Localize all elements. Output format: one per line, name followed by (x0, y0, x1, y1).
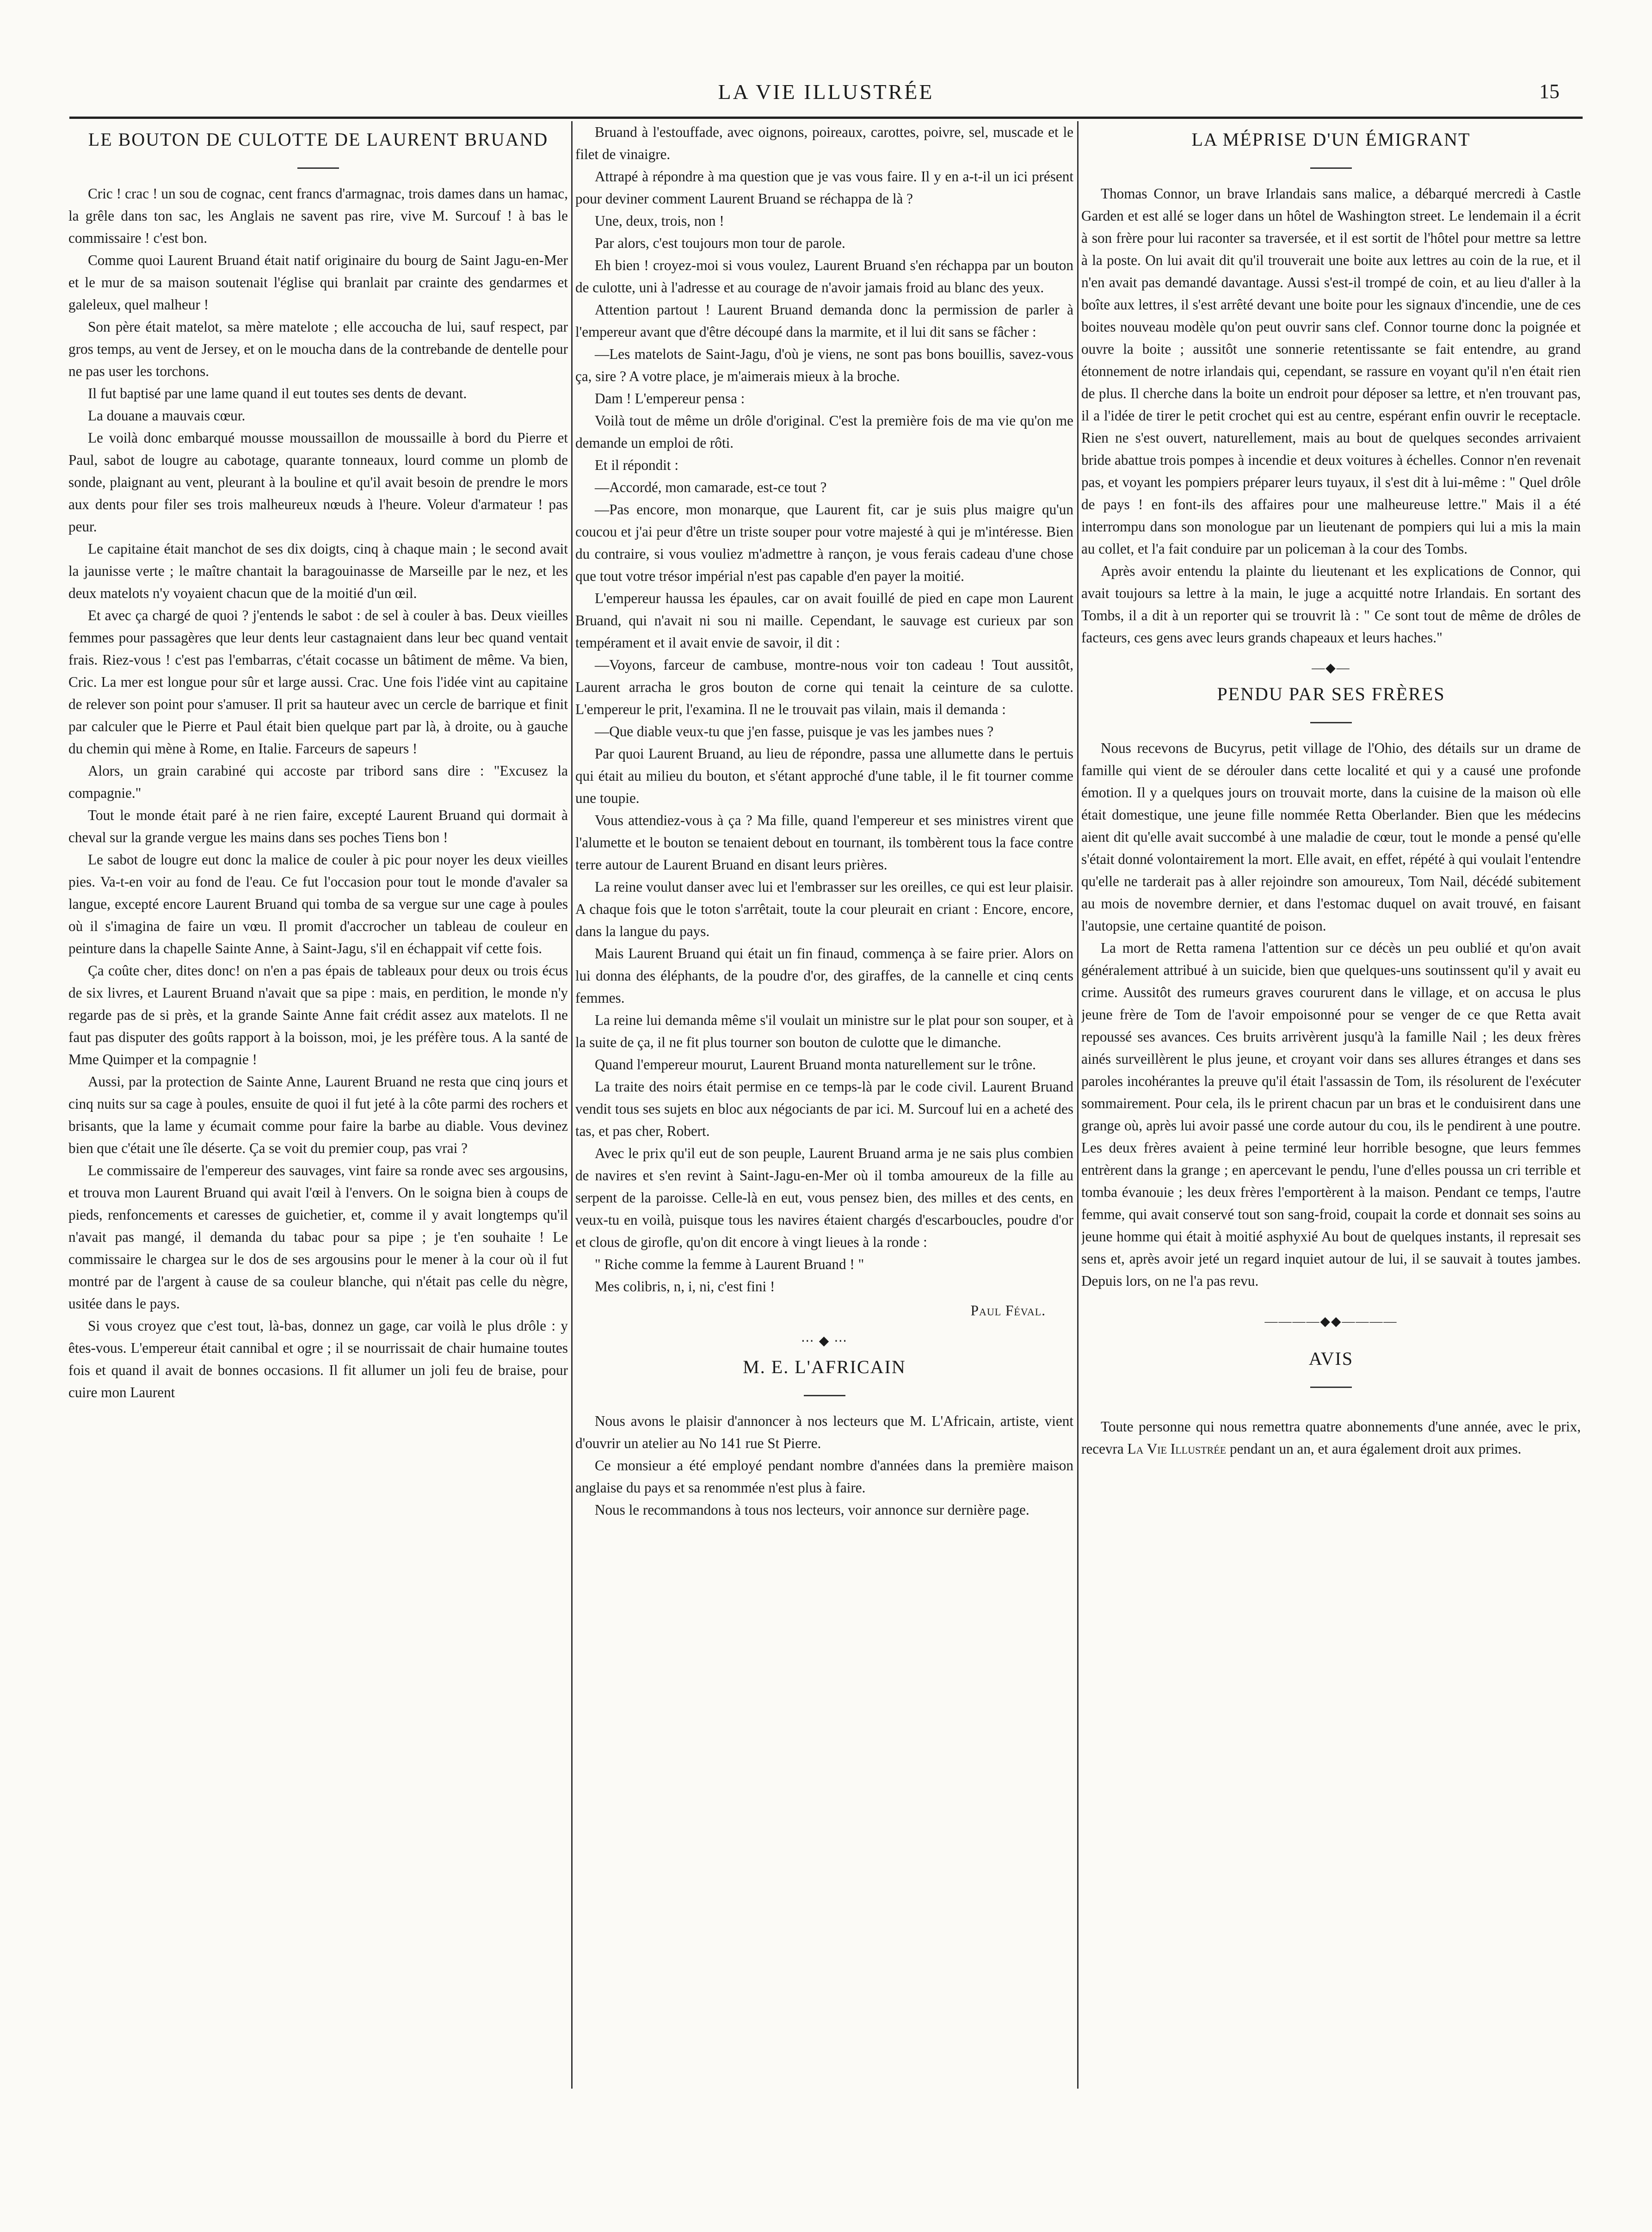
paragraph: Nous le recommandons à tous nos lecteurs, voir annonce sur dernière page. (595, 1502, 1029, 1518)
article-title-meprise: LA MÉPRISE D'UN ÉMIGRANT (1191, 129, 1471, 150)
paragraph: Attention partout ! Laurent Bruand demanda donc la permission de parler à l'empereur avant que d'être découpé dans la marmite, et il lui dit sans se fâcher : (575, 302, 1073, 340)
paragraph: " Riche comme la femme à Laurent Bruand ! " (595, 1256, 864, 1272)
separator-ornament: —◆— (1312, 661, 1350, 675)
paragraph: Et avec ça chargé de quoi ? j'entends le sabot : de sel à couler à bas. Deux vieilles femmes pour passagères que leur dents leur castagnaient dans leur bec quand ventait frais. Riez-vous ! c'est pas l'embarras, c'était cocasse un bâtiment de même. Va bien, Cric. La mer est longue pour sûr et large aussi. Crac. Une fois l'idée vint au capitaine de relever son point pour s'amuser. Il prit sa hauteur avec un cercle de barrique et finit par calculer que le Pierre et Paul était bien quelque part par là, à droite, ou à gauche du chemin qui mène à Rome, en Italie. Farceurs de sapeurs ! (68, 607, 568, 757)
paragraph: —Voyons, farceur de cambuse, montre-nous voir ton cadeau ! Tout aussitôt, Laurent arracha le gros bouton de corne qui tenait la ceinture de sa culotte. L'empereur le prit, l'examina. Il ne le trouvait pas vilain, mais il demanda : (575, 657, 1073, 717)
title-rule (1310, 1387, 1352, 1388)
paragraph: Mes colibris, n, i, ni, c'est fini ! (595, 1278, 775, 1295)
paragraph: —Pas encore, mon monarque, que Laurent fit, car je suis plus maigre qu'un coucou et j'ai peur d'être un triste souper pour votre majesté à qui je m'intéresse. Bien du contraire, si vous vouliez m'admettre à rançon, je vous ferais cadeau d'une chose que tout votre trésor impérial n'est pas capable d'en payer la moitié. (575, 501, 1073, 584)
header-rule (69, 117, 1583, 119)
separator-ornament: ⋯ ◆ ⋯ (801, 1334, 848, 1348)
title-rule (297, 167, 339, 169)
avis-text-part: Toute personne qui nous remettra quatre abonnements d'une année, avec le prix, recevra (1081, 1418, 1581, 1457)
paragraph: La mort de Retta ramena l'attention sur ce décès un peu oublié et qu'on avait généralement attribué à un suicide, bien que quelques-uns soutinssent qu'il y avait eu crime. Aussitôt des rumeurs graves coururent dans le village, et on accusa le plus jeune frère de Tom de l'avoir empoisonné pour se venger de ce que Retta avait repoussé ses avances. Ces bruits arrivèrent jusqu'à la famille Nail ; les deux frères ainés surveillèrent le plus jeune, et croyant voir dans ses allures étranges et dans ses paroles incohérantes la preuve qu'il était l'assassin de Tom, ils résolurent de l'exécuter sommairement. Pour cela, ils le prirent chacun par un bras et le conduisirent dans une grange où, après lui avoir passé une corde autour du cou, ils le pendirent à une poutre. Les deux frères avaient à peine terminé leur horrible besogne, que leurs femmes entrèrent dans la grange ; en apercevant le pendu, l'une d'elles poussa un cri terrible et tomba évanouie ; les deux frères l'emportèrent à la maison. Pendant ce temps, l'autre femme, qui avait conservé tout son sang-froid, coupait la corde et donnait ses soins au jeune homme qui était à moitié asphyxié Au bout de quelques instants, il represait ses sens et, après avoir jeté un regard inquiet autour de lui, il se sauvait à toutes jambes. Depuis lors, on ne l'a pas revu. (1081, 940, 1581, 1289)
column-3 (1081, 121, 1581, 2204)
column-2 (575, 121, 1073, 2204)
paragraph: —Que diable veux-tu que j'en fasse, puisque je vas les jambes nues ? (595, 723, 994, 740)
separator-ornament: ————◆◆———— (1264, 1314, 1398, 1329)
article-title-avis: AVIS (1308, 1348, 1354, 1369)
paragraph: Son père était matelot, sa mère matelote ; elle accoucha de lui, sauf respect, par gros temps, au vent de Jersey, et on le moucha dans de la contrebande de dentelle pour ne pas user les torchons. (68, 319, 568, 379)
page-number: 15 (1539, 80, 1560, 103)
avis-journal-name: La Vie Illustrée (1127, 1441, 1227, 1457)
paragraph: Quand l'empereur mourut, Laurent Bruand monta naturellement sur le trône. (595, 1056, 1036, 1073)
column-divider (571, 121, 573, 2089)
article-title-bouton: LE BOUTON DE CULOTTE DE LAURENT BRUAND (88, 129, 549, 150)
paragraph: Attrapé à répondre à ma question que je vas vous faire. Il y en a-t-il un ici présent pour deviner comment Laurent Bruand se réchappa de là ? (575, 168, 1073, 207)
paragraph: La reine voulut danser avec lui et l'embrasser sur les oreilles, ce qui est leur plaisir. A chaque fois que le toton s'arrêtait, toute la cour pleurait en criant : Encore, encore, dans la langue du pays. (575, 879, 1073, 939)
paragraph: La reine lui demanda même s'il voulait un ministre sur le plat pour son souper, et à la suite de ça, il ne fit plus tourner son bouton de culotte que le dimanche. (575, 1012, 1073, 1050)
paragraph: Ce monsieur a été employé pendant nombre d'années dans la première maison anglaise du pays et sa renommée n'est plus à faire. (575, 1457, 1073, 1496)
avis-text (1081, 1416, 1581, 1460)
paragraph: Vous attendiez-vous à ça ? Ma fille, quand l'empereur et ses ministres virent que l'alumette et le bouton se tenaient debout en tournant, ils tombèrent tous la face contre terre autour de Laurent Bruand en disant leurs prières. (575, 812, 1073, 873)
paragraph: Tout le monde était paré à ne rien faire, excepté Laurent Bruand qui dormait à cheval sur la grande vergue les mains dans ses poches Tiens bon ! (68, 807, 568, 845)
article-body-pendu (1081, 737, 1581, 1292)
article-title-pendu: PENDU PAR SES FRÈRES (1217, 684, 1445, 704)
column-divider (1077, 121, 1079, 2089)
paragraph: L'empereur haussa les épaules, car on avait fouillé de pied en cape mon Laurent Bruand, qui n'avait ni sou ni maille. Cependant, le sauvage est curieux par son tempérament et il avait envie de savoir, il dit : (575, 590, 1073, 651)
paragraph: Le commissaire de l'empereur des sauvages, vint faire sa ronde avec ses argousins, et trouva mon Laurent Bruand qui avait l'œil à l'envers. On le soigna bien à coups de pieds, renfoncements et caresses de guichetier, et, comme il y avait longtemps qu'il n'avait pas mangé, il demanda du tabac pour sa pipe ; je t'en souhaite ! Le commissaire le chargea sur le dos de ses argousins pour le mener à la cour où il fut montré par de l'argent à cause de sa couleur blanche, qui n'était pas celle du nègre, usitée dans le pays. (68, 1162, 568, 1312)
paragraph: Après avoir entendu la plainte du lieutenant et les explications de Connor, qui avait toujours sa lettre à la main, le juge a acquitté notre Irlandais. En sortant des Tombs, il a dit à un reporter qui se trouvrit là : " Ce sont tout de même de drôles de facteurs, ces gens avec leurs grands chapeaux et leurs haches." (1081, 563, 1581, 646)
paragraph: Aussi, par la protection de Sainte Anne, Laurent Bruand ne resta que cinq jours et cinq nuits sur sa cage à poules, ensuite de quoi il fut jeté à la côte parmi des rochers et brisants, que la lame y écumait comme pour faire la barbe au diable. Vous devinez bien que c'était une île déserte. Ça se voit du premier coup, pas vrai ? (68, 1073, 568, 1156)
title-rule (804, 1395, 845, 1396)
paragraph: Nous avons le plaisir d'annoncer à nos lecteurs que M. L'Africain, artiste, vient d'ouvrir un atelier au No 141 rue St Pierre. (575, 1413, 1073, 1451)
paragraph: Et il répondit : (595, 457, 679, 473)
avis-text-part: pendant un an, et aura également droit aux primes. (1226, 1441, 1522, 1457)
paragraph: Voilà tout de même un drôle d'original. C'est la première fois de ma vie qu'on me demande un emploi de rôti. (575, 413, 1073, 451)
page-header (74, 73, 1578, 110)
paragraph: —Accordé, mon camarade, est-ce tout ? (595, 479, 827, 495)
paragraph: Si vous croyez que c'est tout, là-bas, donnez un gage, car voilà le plus drôle : y êtes-vous. L'empereur était cannibal et ogre ; il se nourrissait de chair humaine toutes fois et quand il avait de bonnes occasions. Il fit allumer un joli feu de braise, pour cuire mon Laurent (68, 1318, 568, 1400)
article-title-africain: M. E. L'AFRICAIN (743, 1356, 906, 1377)
article-body-africain (575, 1410, 1073, 1521)
paragraph: Par quoi Laurent Bruand, au lieu de répondre, passa une allumette dans le pertuis qui était au milieu du bouton, et s'étant approché d'une table, il le fit tourner comme une toupie. (575, 746, 1073, 806)
paragraph: Avec le prix qu'il eut de son peuple, Laurent Bruand arma je ne sais plus combien de navires et s'en revint à Saint-Jagu-en-Mer où il tomba amoureux de la fille au serpent de la paroisse. Celle-là en eut, vous pensez bien, des milles et des cents, en veux-tu en voilà, puisque tous les navires étaient chargés d'escarboucles, poudre d'or et clous de girofle, qu'on dit encore à vingt lieues à la ronde : (575, 1145, 1073, 1250)
author-signature: Paul Féval. (970, 1302, 1046, 1319)
paragraph: Le capitaine était manchot de ses dix doigts, cinq à chaque main ; le second avait la jaunisse verte ; le maître chantait la baragouinasse de Marseille par le nez, et les deux matelots n'y voyaient chacun que de la moitié d'un œil. (68, 541, 568, 601)
article-body-bouton-continued (575, 121, 1073, 1298)
paragraph: Il fut baptisé par une lame quand il eut toutes ses dents de devant. (88, 385, 467, 401)
journal-title: LA VIE ILLUSTRÉE (718, 80, 934, 104)
paragraph: Ça coûte cher, dites donc! on n'en a pas épais de tableaux pour deux ou trois écus de six livres, et Laurent Bruand n'avait que sa pipe : mais, en perdition, le monde n'y regarde pas de si près, et la grande Sainte Anne fait crédit assez aux matelots. Il ne faut pas disputer des goûts rapport à la boisson, moi, je les préfère tous. A la santé de Mme Quimper et la compagnie ! (68, 962, 568, 1067)
title-rule (1310, 722, 1352, 723)
paragraph: Nous recevons de Bucyrus, petit village de l'Ohio, des détails sur un drame de famille qui vient de se dérouler dans cette localité et qui y a causé une profonde émotion. Il y a quelques jours on trouvait morte, dans la cuisine de la maison où elle était domestique, une jeune fille nommée Retta Oberlander. Bien que les médecins aient dit qu'elle avait succombé à une maladie de cœur, tout le monde a pensé qu'elle s'était donné volontairement la mort. Elle avait, en effet, répété à qui voulait l'entendre qu'elle ne tarderait pas à aller rejoindre son amoureux, Tom Nail, décédé subitement au mois de novembre dernier, et dans l'estomac duquel on avait trouvé, en faisant l'autopsie, une certaine quantité de poison. (1081, 740, 1581, 934)
column-1 (68, 121, 568, 2204)
article-body-meprise (1081, 183, 1581, 649)
paragraph: Thomas Connor, un brave Irlandais sans malice, a débarqué mercredi à Castle Garden et est allé se loger dans un hôtel de Washington street. Le lendemain il a écrit à son frère pour lui raconter sa traversée, et il est sortit de l'hôtel pour mettre sa lettre à la poste. On lui avait dit qu'il trouverait une boite aux lettres au coin de la rue, et il n'en avait pas demandé davantage. Aussi s'est-il trompé de coin, et au lieu d'aller à la boîte aux lettres, il s'est arrêté devant une boite pour les signaux d'incendie, une de ces boites nouveau modèle qu'on peut ouvrir sans clef. Connor tourne donc la poignée et ouvre la boite ; aussitôt une sonnerie retentissante se fait entendre, au grand étonnement de notre irlandais qui, cependant, se rassure en voyant qu'il n'en était rien de plus. Il cherche dans la boite un endroit pour déposer sa lettre, et n'en trouvant pas, il a l'idée de tirer le petit crochet qui est au centre, espérant enfin ouvrir le receptacle. Rien ne s'est ouvert, naturellement, mais au bout de quelques secondes arrivaient bride abattue trois pompes à incendie et deux voitures à échelles. Connor n'en revenait pas, et voyant les pompiers préparer leurs tuyaux, il s'est dit à lui-même : " Quel drôle de pays ! en font-ils des affaires pour une malheureuse lettre." Mais il a été interrompu dans son monologue par un lieutenant de pompiers qui lui a mis la main au collet, et l'a fait conduire par un policeman à la cour des Tombs. (1081, 185, 1581, 557)
paragraph: Comme quoi Laurent Bruand était natif originaire du bourg de Saint Jagu-en-Mer et le mur de sa maison soutenait l'église qui branlait par crainte des gendarmes et galeleux, quel malheur ! (68, 252, 568, 313)
paragraph: Le sabot de lougre eut donc la malice de couler à pic pour noyer les deux vieilles pies. Va-t-en voir au fond de l'eau. Ce fut l'occasion pour tout le monde d'avaler sa langue, excepté encore Laurent Bruand qui tomba de sa vergue sur une cage à poules où il s'imagina de faire un vœu. Il promit d'accrocher un tableau de couleur en peinture dans la chapelle Sainte Anne, à Saint-Jagu, s'il en échappait vif cette fois. (68, 851, 568, 956)
paragraph: Bruand à l'estouffade, avec oignons, poireaux, carottes, poivre, sel, muscade et le filet de vinaigre. (575, 124, 1073, 162)
paragraph: Par alors, c'est toujours mon tour de parole. (595, 235, 845, 251)
article-body-bouton (68, 183, 568, 1404)
paragraph: Une, deux, trois, non ! (595, 213, 724, 229)
paragraph: Alors, un grain carabiné qui accoste par tribord sans dire : "Excusez la compagnie." (68, 763, 568, 801)
paragraph: Eh bien ! croyez-moi si vous voulez, Laurent Bruand s'en réchappa par un bouton de culotte, uni à l'adresse et au courage de n'avoir jamais froid au blanc des yeux. (575, 257, 1073, 296)
paragraph: Cric ! crac ! un sou de cognac, cent francs d'armagnac, trois dames dans un hamac, la grêle dans ton sac, les Anglais ne savent pas rire, vive M. Surcouf ! à bas le commissaire ! c'est bon. (68, 185, 568, 246)
paragraph: La douane a mauvais cœur. (88, 407, 246, 424)
paragraph: Le voilà donc embarqué mousse moussaillon de moussaille à bord du Pierre et Paul, sabot de lougre au cabotage, quarante tonneaux, lourd comme un plomb de sonde, plaignant au vent, pleurant à la bouline et qu'il avait besoin de prendre le mors aux dents pour filer ses trois malheureux nœuds à l'heure. Voleur d'armateur ! pas peur. (68, 430, 568, 535)
title-rule (1310, 167, 1352, 169)
paragraph: —Les matelots de Saint-Jagu, d'où je viens, ne sont pas bons bouillis, savez-vous ça, sire ? A votre place, je m'aimerais mieux à la broche. (575, 346, 1073, 384)
paragraph: La traite des noirs était permise en ce temps-là par le code civil. Laurent Bruand vendit tous ses sujets en bloc aux négociants de par ici. M. Surcouf lui en a acheté des tas, et pas cher, Robert. (575, 1079, 1073, 1139)
paragraph: Dam ! L'empereur pensa : (595, 390, 745, 407)
paragraph: Mais Laurent Bruand qui était un fin finaud, commença à se faire prier. Alors on lui donna des éléphants, de la poudre d'or, des giraffes, de la cannelle et cinq cents femmes. (575, 945, 1073, 1006)
